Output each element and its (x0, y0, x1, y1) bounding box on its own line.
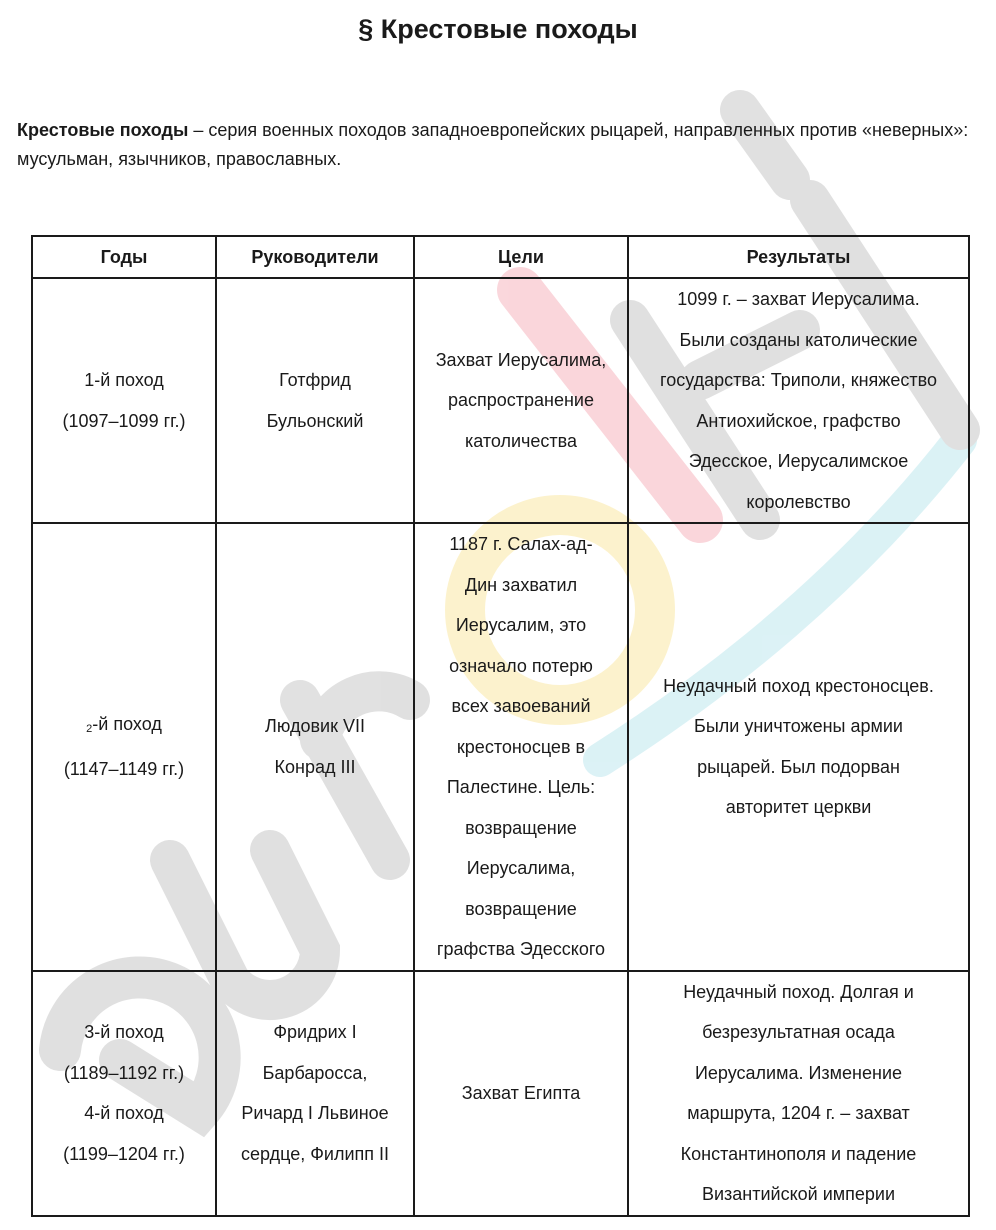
crusade-period: (1199–1204 гг.) (63, 1143, 185, 1164)
result-line: авторитет церкви (725, 797, 872, 818)
leader-line: Барбаросса, (262, 1062, 368, 1083)
leader-line: сердце, Филипп II (240, 1143, 390, 1164)
cell-goals (414, 523, 628, 971)
goal-line: возвращение (465, 817, 577, 838)
crusade-number: 2 (86, 722, 93, 735)
crusade-period: (1097–1099 гг.) (62, 410, 186, 431)
definition-paragraph (17, 116, 977, 174)
table-row (32, 523, 969, 971)
crusade-name (41, 704, 207, 750)
table-header-row (32, 236, 969, 278)
crusade-name: 3-й поход (84, 1022, 164, 1042)
goal-line: Иерусалима, (466, 858, 576, 878)
table-row (32, 971, 969, 1216)
crusade-name-rest: -й поход (92, 713, 162, 734)
crusade-period: (1147–1149 гг.) (63, 759, 185, 780)
result-line: безрезультатная осада (702, 1022, 895, 1042)
goal-line: Захват Египта (461, 1082, 581, 1103)
result-line: маршрута, 1204 г. – захват (687, 1103, 910, 1123)
goal-line: Иерусалим, это (455, 615, 587, 635)
goal-line: католичества (464, 430, 578, 451)
cell-years (32, 523, 216, 971)
definition-term: Крестовые походы (17, 120, 189, 140)
goal-line: всех завоеваний (451, 696, 591, 716)
goal-line: Захват Иерусалима, (435, 349, 607, 370)
result-line: Византийской империи (701, 1184, 896, 1204)
cell-goals (414, 278, 628, 523)
result-line: государства: Триполи, княжество (660, 370, 937, 390)
result-line: Неудачный поход. Долгая и (683, 981, 914, 1002)
cell-leaders (216, 523, 414, 971)
cell-leaders (216, 971, 414, 1216)
result-line: королевство (746, 491, 851, 512)
result-line: 1099 г. – захват Иерусалима. (677, 289, 920, 309)
result-line: Антиохийское, графство (696, 410, 901, 431)
result-line: Были уничтожены армии (694, 716, 903, 737)
cell-leaders (216, 278, 414, 523)
header-results: Результаты (628, 236, 969, 278)
crusade-name: 4-й поход (84, 1103, 164, 1123)
result-line: Были созданы католические (679, 329, 918, 350)
cell-goals (414, 971, 628, 1216)
cell-years (32, 971, 216, 1216)
goal-line: графства Эдесского (436, 939, 606, 959)
cell-results (628, 278, 969, 523)
goal-line: возвращение (465, 898, 577, 919)
crusade-name: 1-й поход (84, 370, 164, 390)
cell-years (32, 278, 216, 523)
leader-line: Готфрид (279, 370, 351, 390)
leader-line: Фридрих I (273, 1022, 357, 1042)
table-row (32, 278, 969, 523)
cell-results (628, 523, 969, 971)
leader-line: Ричард I Львиное (241, 1103, 389, 1123)
header-years: Годы (32, 236, 216, 278)
result-line: Константинополя и падение (680, 1143, 917, 1164)
result-line: Эдесское, Иерусалимское (688, 451, 909, 471)
leader-line: Конрад III (274, 756, 356, 777)
header-goals: Цели (414, 236, 628, 278)
goal-line: означало потерю (449, 655, 593, 676)
goal-line: крестоносцев в (456, 736, 586, 757)
goal-line: распространение (447, 390, 594, 411)
definition-text: – серия военных походов западноевропейских рыцарей, направленных против «неверных»: мусульман, язычников, православных. (17, 120, 969, 169)
leader-line: Бульонский (266, 410, 364, 431)
goal-line: 1187 г. Салах-ад- (449, 534, 593, 554)
result-line: Неудачный поход крестоносцев. (663, 675, 934, 696)
page-title: § Крестовые походы (358, 14, 638, 44)
header-leaders: Руководители (216, 236, 414, 278)
crusade-period: (1189–1192 гг.) (63, 1062, 185, 1083)
goal-line: Палестине. Цель: (446, 777, 596, 797)
leader-line: Людовик VII (265, 716, 365, 737)
cell-results (628, 971, 969, 1216)
result-line: рыцарей. Был подорван (697, 756, 900, 777)
crusades-table (31, 235, 970, 1217)
result-line: Иерусалима. Изменение (694, 1062, 903, 1083)
goal-line: Дин захватил (464, 574, 578, 595)
